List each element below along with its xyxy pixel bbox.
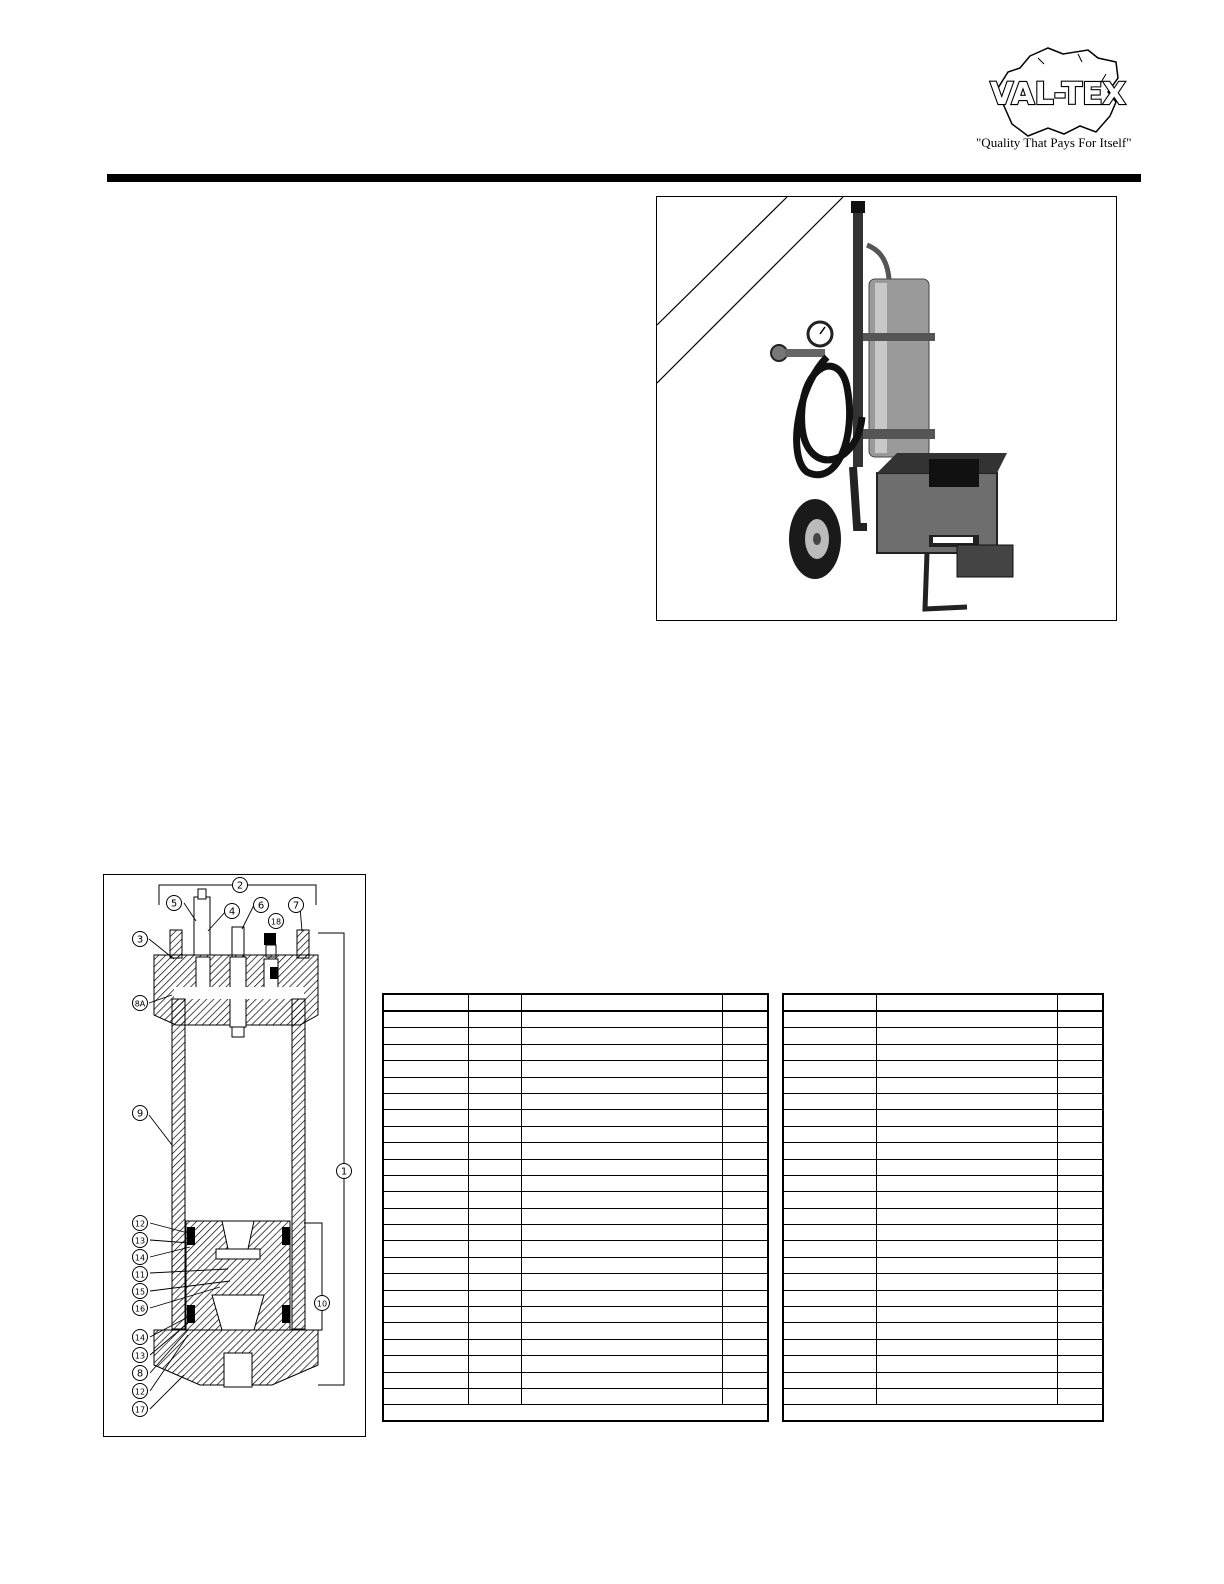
parts-table-left-cell (384, 1290, 468, 1306)
parts-table-left-cell (384, 1225, 468, 1241)
parts-table-left-cell (468, 1110, 521, 1126)
parts-table-left-cell (384, 1356, 468, 1372)
parts-table-left-cell (468, 1011, 521, 1028)
parts-table-left-cell (722, 1339, 767, 1355)
parts-table-right-cell (876, 1192, 1057, 1208)
parts-table-left-row (384, 1061, 767, 1077)
parts-table-left-row (384, 1192, 767, 1208)
parts-table-right-cell (876, 1044, 1057, 1060)
parts-table-left-cell (468, 1077, 521, 1093)
parts-table-left-cell (384, 1339, 468, 1355)
parts-table-right-cell (1057, 1388, 1102, 1404)
parts-table-left-cell (521, 1093, 722, 1109)
parts-table-right (782, 993, 1104, 1422)
parts-table-right-cell (876, 1077, 1057, 1093)
parts-table-right-grid (784, 995, 1102, 1405)
parts-table-left-cell (468, 1061, 521, 1077)
parts-table-right-cell (876, 1323, 1057, 1339)
parts-table-left-cell (384, 1208, 468, 1224)
parts-table-left-row (384, 1093, 767, 1109)
parts-table-left-cell (384, 1159, 468, 1175)
parts-table-right-cell (876, 1093, 1057, 1109)
parts-table-left-cell (521, 1110, 722, 1126)
callout-c3 (133, 932, 148, 947)
cross-section-diagram (103, 874, 366, 1437)
parts-table-right-row (784, 1388, 1102, 1404)
parts-table-left-cell (722, 1307, 767, 1323)
parts-table-left-cell (722, 1192, 767, 1208)
callout-c14a (133, 1250, 148, 1265)
callout-c16 (133, 1301, 148, 1316)
parts-table-right-cell (876, 1061, 1057, 1077)
parts-table-right-cell (1057, 1290, 1102, 1306)
parts-table-left-cell (468, 1192, 521, 1208)
parts-table-left-cell (722, 1372, 767, 1388)
parts-table-left-cell (722, 1028, 767, 1044)
parts-table-left-cell (521, 1307, 722, 1323)
parts-table-right-cell (876, 1274, 1057, 1290)
parts-table-left-cell (722, 1274, 767, 1290)
parts-table-left-cell (521, 1208, 722, 1224)
parts-table-left-cell (722, 1175, 767, 1191)
parts-table-right-cell (1057, 1208, 1102, 1224)
parts-table-left-cell (521, 995, 722, 1011)
parts-table-right-cell (1057, 1356, 1102, 1372)
parts-table-right-cell (784, 1093, 876, 1109)
parts-table-left-row (384, 1323, 767, 1339)
parts-table-right-header-row (784, 995, 1102, 1011)
parts-table-left-cell (521, 1290, 722, 1306)
parts-table-right-cell (876, 1356, 1057, 1372)
parts-table-right-cell (1057, 1257, 1102, 1273)
parts-table-left-row (384, 1307, 767, 1323)
callout-c12b (133, 1384, 148, 1399)
parts-table-right-cell (784, 1077, 876, 1093)
parts-table-left-cell (384, 1372, 468, 1388)
callout-label: 5 (170, 898, 178, 910)
parts-table-left-cell (521, 1126, 722, 1142)
callout-c13a (133, 1233, 148, 1248)
parts-table-left-cell (468, 1339, 521, 1355)
parts-table-left-cell (384, 1274, 468, 1290)
parts-table-left-row (384, 1241, 767, 1257)
parts-table-right-cell (1057, 1077, 1102, 1093)
parts-table-right-cell (1057, 1225, 1102, 1241)
callout-label: 16 (134, 1304, 146, 1314)
callout-c5 (167, 896, 182, 911)
parts-table-right-cell (784, 1372, 876, 1388)
callout-label: 8A (134, 999, 146, 1009)
parts-table-left-header-row (384, 995, 767, 1011)
parts-table-left-cell (521, 1257, 722, 1273)
callout-label: 9 (136, 1108, 144, 1120)
parts-table-right-cell (784, 1143, 876, 1159)
parts-table-right-row (784, 1143, 1102, 1159)
parts-table-left-cell (521, 1339, 722, 1355)
parts-table-left-cell (521, 1356, 722, 1372)
parts-table-right-cell (876, 1307, 1057, 1323)
parts-table-left-cell (384, 1307, 468, 1323)
parts-table-left-cell (521, 1044, 722, 1060)
parts-table-right-cell (1057, 1274, 1102, 1290)
parts-table-right-row (784, 1257, 1102, 1273)
parts-table-right-cell (876, 1011, 1057, 1028)
callout-label: 1 (340, 1166, 348, 1178)
parts-table-left-cell (468, 1307, 521, 1323)
parts-table-right-cell (1057, 1175, 1102, 1191)
parts-table-right-row (784, 1356, 1102, 1372)
logo-text: VAL-TEX (990, 77, 1126, 112)
parts-table-left-cell (384, 1175, 468, 1191)
parts-table-left-cell (521, 1175, 722, 1191)
parts-table-right-cell (784, 1175, 876, 1191)
parts-table-left-cell (468, 1388, 521, 1404)
parts-table-right-cell (1057, 1011, 1102, 1028)
callout-label: 14 (134, 1333, 146, 1343)
parts-table-right-cell (784, 1126, 876, 1142)
parts-table-left-cell (521, 1372, 722, 1388)
parts-table-left-cell (722, 1044, 767, 1060)
parts-table-left-row (384, 1274, 767, 1290)
parts-table-left-cell (521, 1274, 722, 1290)
parts-table-left-row (384, 1225, 767, 1241)
parts-table-right-cell (1057, 1110, 1102, 1126)
callout-c18 (269, 914, 284, 929)
parts-table-left-cell (468, 1044, 521, 1060)
parts-table-left-cell (384, 1257, 468, 1273)
parts-table-right-row (784, 1044, 1102, 1060)
parts-table-left-cell (722, 1126, 767, 1142)
callout-c15 (133, 1284, 148, 1299)
parts-table-left-row (384, 1339, 767, 1355)
parts-table-right-cell (876, 1241, 1057, 1257)
parts-table-left-cell (521, 1388, 722, 1404)
parts-table-left-cell (722, 1208, 767, 1224)
parts-table-left-cell (521, 1241, 722, 1257)
parts-table-left-cell (384, 995, 468, 1011)
parts-table-left-row (384, 1257, 767, 1273)
callout-c13b (133, 1348, 148, 1363)
parts-table-right-cell (1057, 1126, 1102, 1142)
callout-label: 13 (134, 1351, 146, 1361)
parts-table-left-cell (722, 1143, 767, 1159)
parts-table-right-cell (784, 1274, 876, 1290)
callout-label: 3 (136, 934, 144, 946)
parts-table-right-row (784, 1307, 1102, 1323)
parts-table-left-cell (722, 1011, 767, 1028)
parts-table-right-row (784, 1175, 1102, 1191)
parts-table-right-row (784, 1290, 1102, 1306)
parts-table-left-cell (722, 995, 767, 1011)
parts-table-left-cell (521, 1225, 722, 1241)
parts-table-left-cell (521, 1011, 722, 1028)
parts-table-left-row (384, 1126, 767, 1142)
parts-table-right-row (784, 1159, 1102, 1175)
callout-c8a (133, 996, 148, 1011)
parts-table-left-cell (722, 1093, 767, 1109)
parts-table-left-cell (722, 1110, 767, 1126)
product-photo (656, 196, 1117, 621)
parts-table-right-cell (1057, 1143, 1102, 1159)
parts-table-right-cell (876, 1028, 1057, 1044)
parts-table-left-cell (468, 1274, 521, 1290)
parts-table-right-row (784, 1192, 1102, 1208)
parts-table-left-row (384, 1356, 767, 1372)
callout-label: 10 (316, 1299, 328, 1309)
parts-table-left-cell (384, 1028, 468, 1044)
parts-table-left-cell (722, 1225, 767, 1241)
parts-table-left-cell (384, 1388, 468, 1404)
parts-table-left-cell (468, 1241, 521, 1257)
parts-table-right-row (784, 1323, 1102, 1339)
callout-label: 14 (134, 1253, 146, 1263)
parts-table-left-cell (468, 1323, 521, 1339)
parts-table-left-cell (384, 1061, 468, 1077)
parts-table-right-cell (876, 1110, 1057, 1126)
parts-table-right-cell (784, 1241, 876, 1257)
parts-table-right-cell (1057, 1339, 1102, 1355)
parts-table-left-cell (521, 1028, 722, 1044)
parts-table-right-cell (784, 1110, 876, 1126)
parts-table-left-cell (521, 1323, 722, 1339)
callout-label: 18 (270, 917, 282, 927)
parts-table-right-cell (1057, 1061, 1102, 1077)
callout-c1 (337, 1164, 352, 1179)
parts-table-left-cell (468, 995, 521, 1011)
callout-c6 (254, 898, 269, 913)
parts-table-right-row (784, 1011, 1102, 1028)
parts-table-right-cell (1057, 1044, 1102, 1060)
parts-table-right-cell (784, 1339, 876, 1355)
parts-table-right-cell (784, 1388, 876, 1404)
callout-c12a (133, 1216, 148, 1231)
parts-table-left-cell (521, 1077, 722, 1093)
valtex-logo (968, 44, 1148, 164)
parts-table-left-row (384, 1208, 767, 1224)
parts-table-left-cell (521, 1143, 722, 1159)
parts-table-left-cell (468, 1159, 521, 1175)
parts-table-right-row (784, 1093, 1102, 1109)
parts-table-left-cell (384, 1126, 468, 1142)
parts-table-right-row (784, 1225, 1102, 1241)
parts-table-right-cell (876, 1290, 1057, 1306)
parts-table-left-cell (722, 1356, 767, 1372)
parts-table-right-cell (784, 1208, 876, 1224)
parts-table-right-cell (784, 1356, 876, 1372)
parts-table-right-cell (1057, 1307, 1102, 1323)
parts-table-left-cell (722, 1241, 767, 1257)
parts-table-right-cell (784, 1028, 876, 1044)
parts-table-left-cell (521, 1061, 722, 1077)
parts-table-left-cell (468, 1175, 521, 1191)
callout-c4 (225, 904, 240, 919)
parts-table-right-cell (876, 1225, 1057, 1241)
parts-table-right-cell (876, 1143, 1057, 1159)
parts-table-right-cell (784, 1323, 876, 1339)
parts-table-right-cell (784, 1192, 876, 1208)
parts-table-left-cell (384, 1011, 468, 1028)
accumulator-section-drawing (104, 875, 366, 1437)
parts-table-left-cell (468, 1028, 521, 1044)
parts-table-left (382, 993, 769, 1422)
parts-table-left-cell (384, 1143, 468, 1159)
parts-table-left-row (384, 1028, 767, 1044)
parts-table-left-cell (384, 1241, 468, 1257)
parts-table-right-cell (784, 1044, 876, 1060)
parts-table-left-cell (722, 1159, 767, 1175)
parts-table-left-cell (722, 1323, 767, 1339)
callout-c9 (133, 1106, 148, 1121)
parts-table-right-cell (1057, 1241, 1102, 1257)
callout-label: 8 (136, 1368, 144, 1380)
parts-table-left-row (384, 1077, 767, 1093)
parts-table-left-row (384, 1175, 767, 1191)
parts-table-right-cell (1057, 1028, 1102, 1044)
parts-table-left-cell (468, 1143, 521, 1159)
parts-table-left-cell (722, 1290, 767, 1306)
parts-table-right-row (784, 1208, 1102, 1224)
logo-map-icon (968, 44, 1148, 144)
parts-table-left-cell (384, 1077, 468, 1093)
callout-c7 (289, 898, 304, 913)
parts-table-left-cell (468, 1372, 521, 1388)
parts-table-left-cell (384, 1093, 468, 1109)
parts-table-left-cell (722, 1077, 767, 1093)
parts-table-right-cell (876, 1126, 1057, 1142)
parts-table-left-row (384, 1011, 767, 1028)
parts-table-left-cell (468, 1208, 521, 1224)
parts-table-right-cell (1057, 1323, 1102, 1339)
callout-c17 (133, 1402, 148, 1417)
parts-table-right-row (784, 1061, 1102, 1077)
parts-table-left-row (384, 1372, 767, 1388)
parts-table-left-cell (468, 1093, 521, 1109)
parts-table-left-cell (722, 1388, 767, 1404)
callout-label: 6 (257, 900, 265, 912)
parts-table-right-cell (784, 1290, 876, 1306)
callout-label: 4 (228, 906, 236, 918)
callout-label: 15 (134, 1287, 146, 1297)
parts-table-right-row (784, 1077, 1102, 1093)
callout-c11 (133, 1267, 148, 1282)
parts-table-right-cell (784, 995, 876, 1011)
parts-table-left-row (384, 1110, 767, 1126)
parts-table-right-cell (1057, 1192, 1102, 1208)
callout-label: 12 (134, 1219, 146, 1229)
parts-table-left-cell (468, 1225, 521, 1241)
parts-table-right-cell (784, 1257, 876, 1273)
parts-table-left-cell (468, 1126, 521, 1142)
header-rule (107, 174, 1141, 182)
callout-label: 12 (134, 1387, 146, 1397)
parts-table-right-cell (784, 1159, 876, 1175)
callout-label: 11 (134, 1270, 146, 1280)
parts-table-left-row (384, 1290, 767, 1306)
callout-label: 17 (134, 1405, 146, 1415)
parts-table-right-cell (784, 1061, 876, 1077)
parts-table-left-cell (384, 1192, 468, 1208)
callout-label: 2 (236, 880, 244, 892)
parts-table-left-cell (521, 1192, 722, 1208)
parts-table-right-cell (1057, 1159, 1102, 1175)
callout-c14b (133, 1330, 148, 1345)
parts-table-right-row (784, 1372, 1102, 1388)
parts-table-right-row (784, 1274, 1102, 1290)
pump-cart-photo-icon (657, 197, 1117, 621)
parts-table-right-cell (784, 1011, 876, 1028)
parts-table-left-grid (384, 995, 767, 1405)
callout-c2 (233, 878, 248, 893)
parts-table-right-row (784, 1126, 1102, 1142)
parts-table-left-cell (468, 1290, 521, 1306)
parts-table-left-row (384, 1388, 767, 1404)
parts-table-left-cell (521, 1159, 722, 1175)
tagline: "Quality That Pays For Itself" (976, 135, 1132, 150)
parts-table-left-row (384, 1044, 767, 1060)
parts-table-left-cell (468, 1257, 521, 1273)
parts-table-left-cell (384, 1323, 468, 1339)
callout-c8 (133, 1366, 148, 1381)
parts-table-right-cell (1057, 995, 1102, 1011)
callout-label: 13 (134, 1236, 146, 1246)
parts-table-right-cell (1057, 1372, 1102, 1388)
parts-table-right-cell (876, 1388, 1057, 1404)
parts-table-right-cell (876, 1208, 1057, 1224)
parts-table-left-row (384, 1143, 767, 1159)
parts-table-right-cell (876, 1257, 1057, 1273)
callout-c10 (315, 1296, 330, 1311)
parts-table-left-cell (468, 1356, 521, 1372)
parts-table-left-cell (722, 1257, 767, 1273)
parts-table-right-cell (784, 1307, 876, 1323)
parts-table-right-cell (784, 1225, 876, 1241)
parts-table-right-cell (1057, 1093, 1102, 1109)
parts-table-left-cell (384, 1110, 468, 1126)
parts-table-left-cell (722, 1061, 767, 1077)
parts-table-right-cell (876, 1175, 1057, 1191)
parts-table-right-cell (876, 995, 1057, 1011)
parts-table-right-cell (876, 1372, 1057, 1388)
callout-label: 7 (292, 900, 300, 912)
parts-table-right-row (784, 1339, 1102, 1355)
parts-table-right-row (784, 1028, 1102, 1044)
parts-table-right-row (784, 1110, 1102, 1126)
parts-table-right-cell (876, 1339, 1057, 1355)
parts-table-left-cell (384, 1044, 468, 1060)
parts-table-left-row (384, 1159, 767, 1175)
parts-table-right-row (784, 1241, 1102, 1257)
parts-table-right-cell (876, 1159, 1057, 1175)
